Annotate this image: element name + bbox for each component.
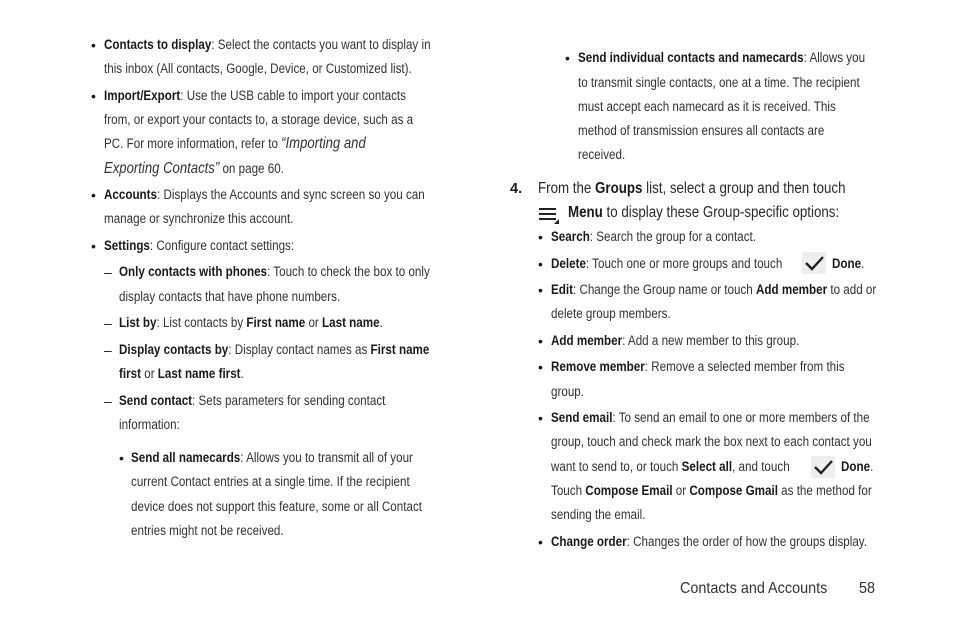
text: or — [672, 483, 690, 499]
term: First name — [246, 315, 306, 331]
term: Send contact — [119, 393, 193, 409]
text: or — [140, 366, 158, 382]
text: delete group members. — [551, 306, 671, 322]
display-by-line1 — [119, 341, 429, 359]
send-email-line2 — [551, 433, 872, 451]
menu-icon — [537, 203, 561, 225]
list-by-line1 — [119, 314, 383, 332]
add-member-line1 — [551, 332, 799, 350]
term: Menu — [568, 204, 603, 221]
bullet: • — [538, 534, 543, 550]
only-contacts-line2 — [119, 288, 340, 306]
contacts-to-display-line1 — [104, 36, 431, 54]
send-individual-line1 — [578, 49, 865, 67]
accounts-line1 — [104, 186, 425, 204]
text: : To send an email to one or more members of the — [612, 410, 870, 426]
send-email-done — [841, 458, 873, 476]
send-email-line1 — [551, 409, 870, 427]
settings-line1 — [104, 237, 294, 255]
cross-reference-link[interactable]: “Importing and — [281, 135, 366, 152]
import-export-line3 — [104, 135, 366, 153]
cross-reference-link[interactable]: Exporting Contacts” — [104, 160, 220, 177]
text: From the — [538, 180, 596, 197]
text: information: — [119, 417, 180, 433]
send-all-line1 — [131, 449, 413, 467]
send-individual-line4 — [578, 122, 824, 140]
term: Last name — [322, 315, 380, 331]
text: , and touch — [732, 459, 790, 475]
send-individual-line2 — [578, 74, 860, 92]
term: Send individual contacts and namecards — [578, 50, 804, 66]
text: PC. For more information, refer to — [104, 136, 282, 152]
text: : Touch one or more groups and touch — [585, 256, 783, 272]
text: . — [861, 256, 865, 272]
term: Groups — [595, 180, 643, 197]
term: first — [119, 366, 141, 382]
send-all-line4 — [131, 522, 284, 540]
edit-line1 — [551, 281, 876, 299]
only-contacts-line1 — [119, 263, 430, 281]
dash: – — [104, 264, 112, 280]
send-contact-line1 — [119, 392, 385, 410]
import-export-line2 — [104, 111, 413, 129]
text: : Search the group for a contact. — [589, 229, 757, 245]
text: : Display contact names as — [228, 342, 371, 358]
dash: – — [104, 393, 112, 409]
text: : Allows you — [803, 50, 866, 66]
term: Edit — [551, 282, 573, 298]
text: method of transmission ensures all contacts are — [578, 123, 825, 139]
contacts-to-display-line2 — [104, 60, 412, 78]
text: : Add a new member to this group. — [622, 333, 800, 349]
text: : Remove a selected member from this — [644, 359, 845, 375]
bullet: • — [538, 333, 543, 349]
term: Add member — [756, 282, 828, 298]
term: Delete — [551, 256, 586, 272]
send-individual-line5 — [578, 146, 625, 164]
term: Only contacts with phones — [119, 264, 268, 280]
term: Add member — [551, 333, 623, 349]
term: Done — [841, 459, 871, 475]
text: : Select the contacts you want to display in — [211, 37, 431, 53]
search-line1 — [551, 228, 756, 246]
send-all-line3 — [131, 498, 422, 516]
text: : Sets parameters for sending contact — [192, 393, 386, 409]
text: Touch — [551, 483, 586, 499]
bullet: • — [91, 238, 96, 254]
term: Display contacts by — [119, 342, 229, 358]
import-export-line4 — [104, 160, 284, 178]
bullet: • — [538, 256, 543, 272]
checkmark-icon — [802, 252, 826, 274]
import-export-line1 — [104, 87, 406, 105]
send-contact-line2 — [119, 416, 180, 434]
text: must accept each namecard as it is received. This — [578, 99, 836, 115]
change-order-line1 — [551, 533, 867, 551]
term: Remove member — [551, 359, 645, 375]
text: list, select a group and then touch — [642, 180, 846, 197]
term: Compose Email — [585, 483, 673, 499]
text: to transmit single contacts, one at a time. The recipient — [578, 75, 860, 91]
remove-member-line2 — [551, 383, 584, 401]
send-email-line4 — [551, 482, 872, 500]
term: Search — [551, 229, 590, 245]
term: Select all — [681, 459, 733, 475]
delete-line1 — [551, 255, 782, 273]
term: Change order — [551, 534, 627, 550]
text: this inbox (All contacts, Google, Device, or Customized list). — [104, 61, 412, 77]
dash: – — [104, 315, 112, 331]
text: on page 60. — [219, 161, 284, 177]
text: to add or — [827, 282, 877, 298]
bullet: • — [538, 282, 543, 298]
send-individual-line3 — [578, 98, 836, 116]
send-email-line3 — [551, 458, 790, 476]
accounts-line2 — [104, 210, 293, 228]
text: group. — [551, 384, 584, 400]
bullet: • — [538, 410, 543, 426]
text: : Allows you to transmit all of your — [240, 450, 413, 466]
text: . — [870, 459, 874, 475]
text: or — [305, 315, 323, 331]
remove-member-line1 — [551, 358, 845, 376]
bullet: • — [119, 450, 124, 466]
term: Accounts — [104, 187, 158, 203]
term: Last name first — [157, 366, 241, 382]
term: Compose Gmail — [689, 483, 778, 499]
dash: – — [104, 342, 112, 358]
text: want to send to, or touch — [551, 459, 682, 475]
text: . — [240, 366, 244, 382]
text: : Touch to check the box to only — [267, 264, 430, 280]
text: sending the email. — [551, 507, 646, 523]
text: device does not support this feature, some or all Contact — [131, 499, 423, 515]
text: : Change the Group name or touch — [572, 282, 756, 298]
term: List by — [119, 315, 157, 331]
display-by-line2 — [119, 365, 244, 383]
text: : Use the USB cable to import your contacts — [180, 88, 406, 104]
bullet: • — [91, 88, 96, 104]
footer-section-title: Contacts and Accounts — [680, 580, 828, 597]
step4-line1 — [538, 180, 846, 198]
term: Contacts to display — [104, 37, 212, 53]
text: received. — [578, 147, 626, 163]
text: as the method for — [777, 483, 872, 499]
send-email-line5 — [551, 506, 645, 524]
delete-done — [832, 255, 864, 273]
checkmark-icon — [811, 456, 835, 478]
bullet: • — [91, 187, 96, 203]
text: : Displays the Accounts and sync screen so you can — [157, 187, 425, 203]
text: : List contacts by — [156, 315, 247, 331]
text: manage or synchronize this account. — [104, 211, 294, 227]
text: . — [379, 315, 383, 331]
text: group, touch and check mark the box next to each contact you — [551, 434, 872, 450]
text: : Configure contact settings: — [149, 238, 295, 254]
send-all-line2 — [131, 473, 410, 491]
bullet: • — [538, 359, 543, 375]
bullet: • — [538, 229, 543, 245]
edit-line2 — [551, 305, 671, 323]
text: from, or export your contacts to, a storage device, such as a — [104, 112, 414, 128]
step4-line2 — [568, 204, 839, 222]
term: Import/Export — [104, 88, 181, 104]
term: Done — [832, 256, 862, 272]
step-number: 4. — [510, 181, 523, 197]
bullet: • — [565, 50, 570, 66]
term: Send all namecards — [131, 450, 241, 466]
term: First name — [370, 342, 430, 358]
text: current Contact entries at a single time. If the recipient — [131, 474, 410, 490]
text: entries might not be received. — [131, 523, 284, 539]
page-number: 58 — [859, 580, 876, 597]
bullet: • — [91, 37, 96, 53]
text: to display these Group-specific options: — [602, 204, 840, 221]
term: Send email — [551, 410, 613, 426]
text: : Changes the order of how the groups display. — [626, 534, 867, 550]
text: display contacts that have phone numbers. — [119, 289, 341, 305]
term: Settings — [104, 238, 150, 254]
